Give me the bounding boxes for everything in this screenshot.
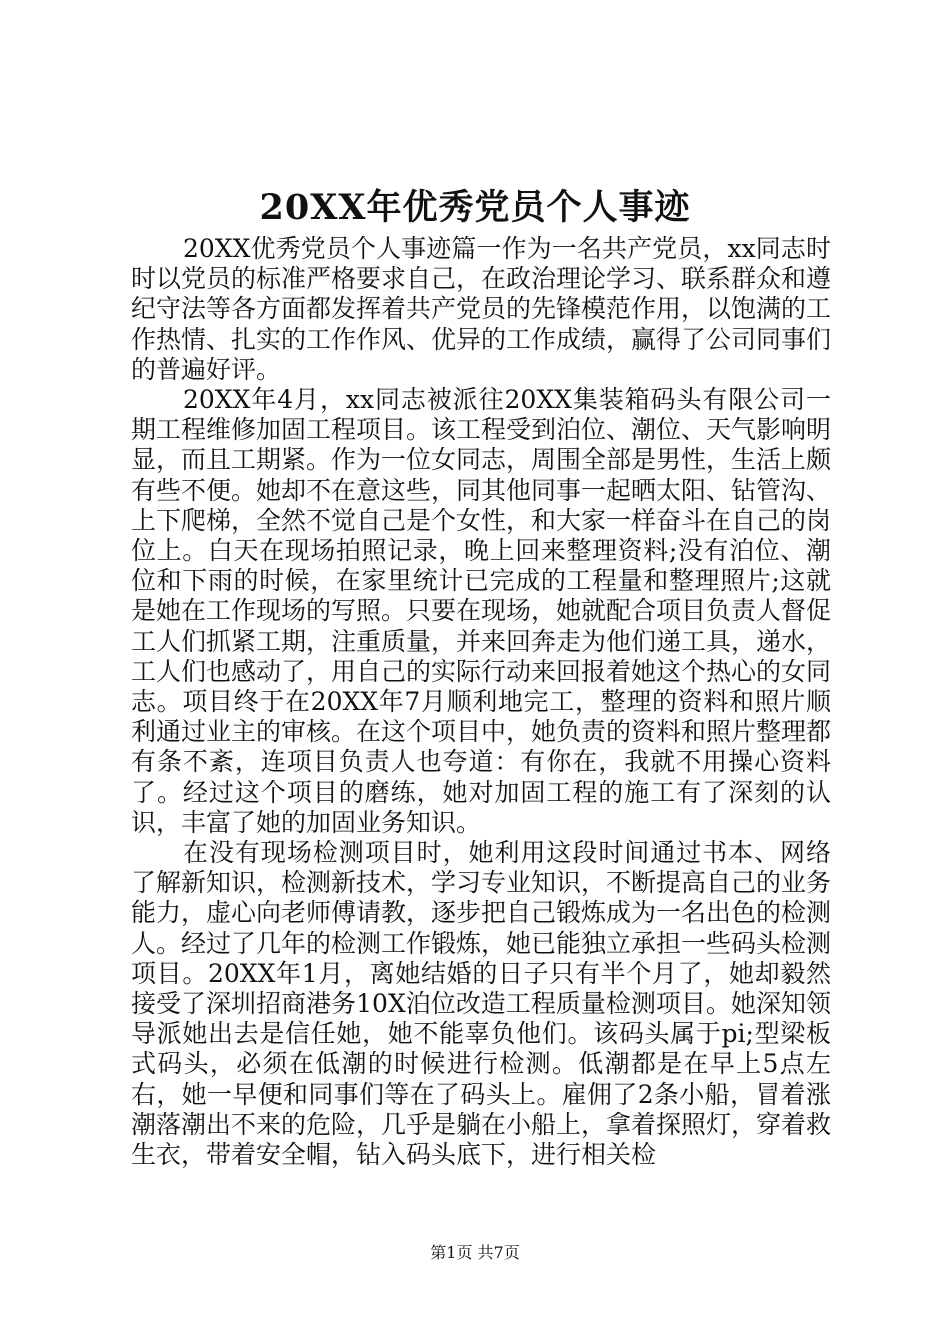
paragraph: 20XX优秀党员个人事迹篇一作为一名共产党员，xx同志时时以党员的标准严格要求自己，在政治理论学习、联系群众和遵纪守法等各方面都发挥着共产党员的先锋模范作用，以饱满的工作热情、扎实的工作作风、优异的工作成绩，赢得了公司同事们的普遍好评。 xyxy=(131,234,832,384)
page-number-footer: 第1页 共7页 xyxy=(430,1243,520,1262)
document-body xyxy=(131,234,831,1170)
paragraph: 20XX年4月，xx同志被派往20XX集装箱码头有限公司一期工程维修加固工程项目。该工程受到泊位、潮位、天气影响明显，而且工期紧。作为一位女同志，周围全部是男性，生活上颇有些不便。她却不在意这些，同其他同事一起晒太阳、钻管沟、上下爬梯，全然不觉自己是个女性，和大家一样奋斗在自己的岗位上。白天在现场拍照记录，晚上回来整理资料;没有泊位、潮位和下雨的时候，在家里统计已完成的工程量和整理照片;这就是她在工作现场的写照。只要在现场，她就配合项目负责人督促工人们抓紧工期，注重质量，并来回奔走为他们递工具，递水，工人们也感动了，用自己的实际行动来回报着她这个热心的女同志。项目终于在20XX年7月顺利地完工，整理的资料和照片顺利通过业主的审核。在这个项目中，她负责的资料和照片整理都有条不紊，连项目负责人也夸道：有你在，我就不用操心资料了。经过这个项目的磨练，她对加固工程的施工有了深刻的认识，丰富了她的加固业务知识。 xyxy=(131,385,832,837)
paragraph: 在没有现场检测项目时，她利用这段时间通过书本、网络了解新知识，检测新技术，学习专业知识，不断提高自己的业务能力，虚心向老师傅请教，逐步把自己锻炼成为一名出色的检测人。经过了几年的检测工作锻炼，她已能独立承担一些码头检测项目。20XX年1月，离她结婚的日子只有半个月了，她却毅然接受了深圳招商港务10X泊位改造工程质量检测项目。她深知领导派她出去是信任她，她不能辜负他们。该码头属于pi;型梁板式码头，必须在低潮的时候进行检测。低潮都是在早上5点左右，她一早便和同事们等在了码头上。雇佣了2条小船，冒着涨潮落潮出不来的危险，几乎是躺在小船上，拿着探照灯，穿着救生衣，带着安全帽，钻入码头底下，进行相关检 xyxy=(131,838,832,1170)
document-title: 20XX年优秀党员个人事迹 xyxy=(259,187,691,228)
